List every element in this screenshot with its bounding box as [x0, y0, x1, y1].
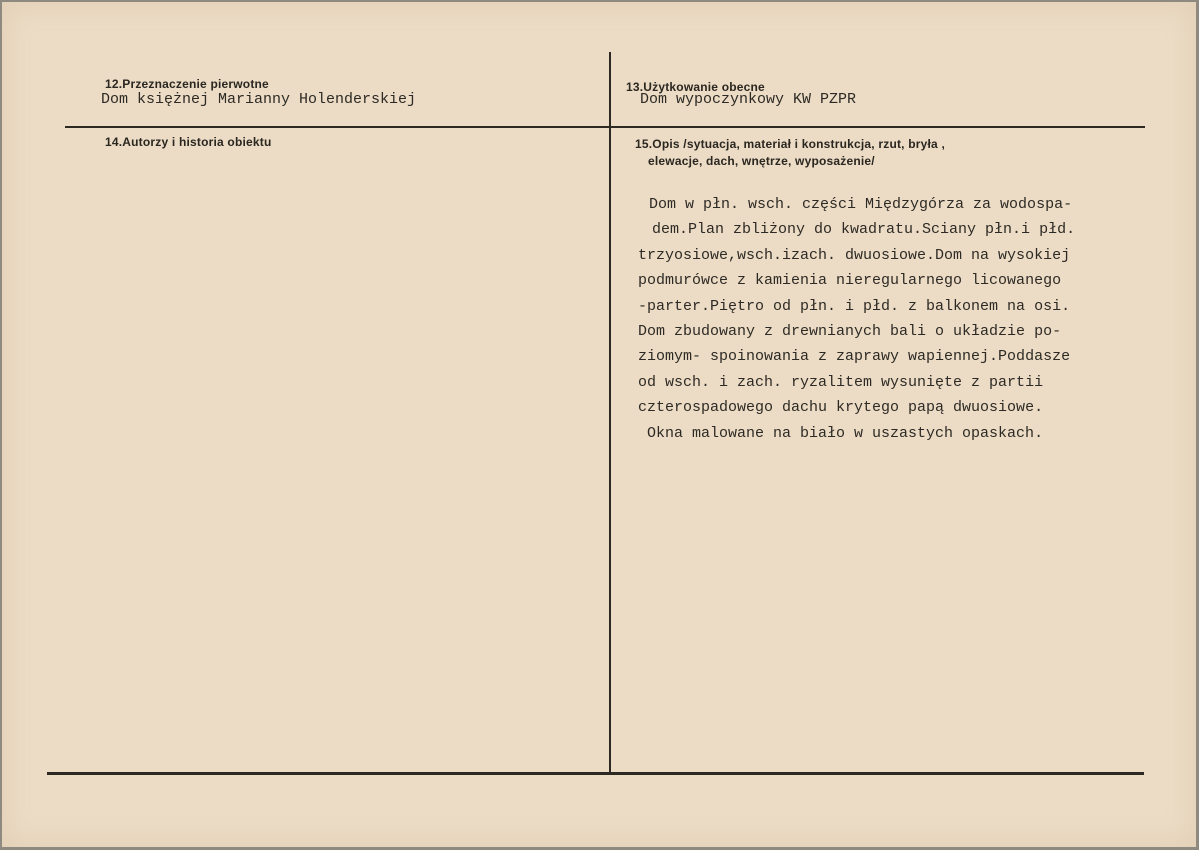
description-line: ziomym- spoinowania z zaprawy wapiennej.Poddasze: [638, 348, 1071, 365]
description-line: Dom w płn. wsch. części Międzygórza za wodospa-: [649, 196, 1073, 213]
field-15-label-line2: elewacje, dach, wnętrze, wyposażenie/: [648, 154, 875, 168]
record-card: [2, 2, 1196, 847]
description-line: podmurówce z kamienia nieregularnego licowanego: [638, 272, 1062, 289]
top-divider: [65, 126, 1145, 128]
field-15-label-line1: 15.Opis /sytuacja, materiał i konstrukcja, rzut, bryła ,: [635, 137, 945, 151]
description-line: czterospadowego dachu krytego papą dwuosiowe.: [638, 399, 1044, 416]
description-line: Dom zbudowany z drewnianych bali o układzie po-: [638, 323, 1062, 340]
description-line: Okna malowane na biało w uszastych opaskach.: [647, 425, 1044, 442]
center-divider: [609, 52, 611, 774]
field-12-value: Dom księżnej Marianny Holenderskiej: [101, 91, 417, 108]
description-line: dem.Plan zbliżony do kwadratu.Sciany płn.i płd.: [652, 221, 1076, 238]
description-line: trzyosiowe,wsch.izach. dwuosiowe.Dom na wysokiej: [638, 247, 1071, 264]
description-line: -parter.Piętro od płn. i płd. z balkonem na osi.: [638, 298, 1071, 315]
field-13-label: 13.Użytkowanie obecne: [626, 80, 765, 94]
field-13-value: Dom wypoczynkowy KW PZPR: [640, 91, 857, 108]
field-12-label: 12.Przeznaczenie pierwotne: [105, 77, 269, 91]
field-14-label: 14.Autorzy i historia obiektu: [105, 135, 272, 149]
description-line: od wsch. i zach. ryzalitem wysunięte z partii: [638, 374, 1044, 391]
bottom-divider: [47, 772, 1144, 775]
